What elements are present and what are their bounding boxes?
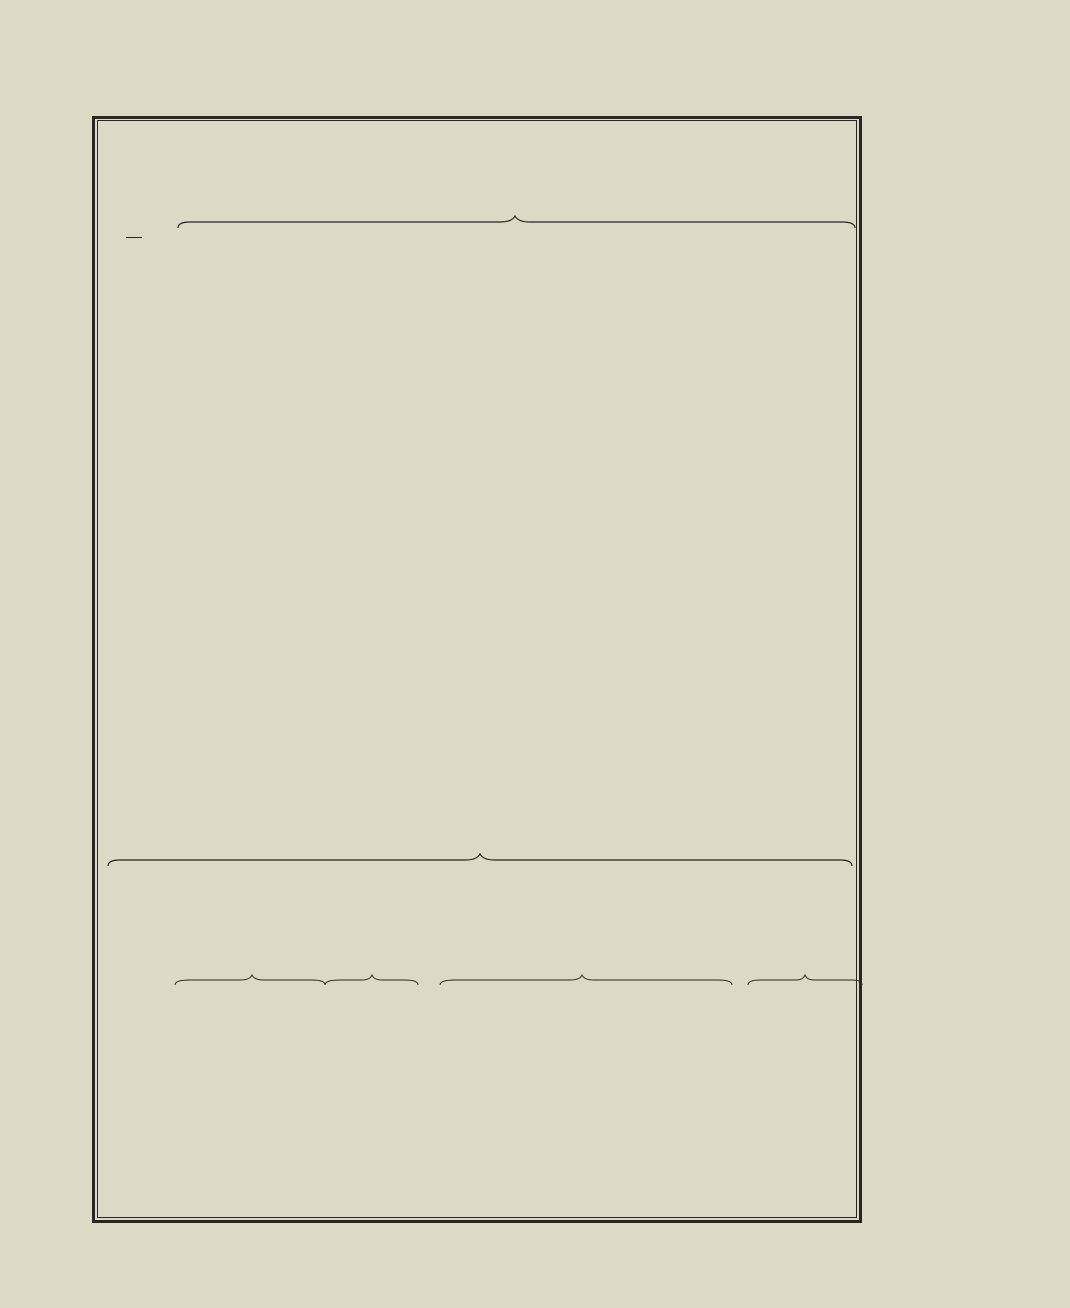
pred-brace — [748, 975, 862, 985]
km-brace — [175, 975, 325, 985]
means-brace — [108, 854, 852, 866]
max-brace — [440, 975, 732, 985]
media-brace — [325, 975, 418, 985]
hours-brace — [178, 216, 855, 228]
